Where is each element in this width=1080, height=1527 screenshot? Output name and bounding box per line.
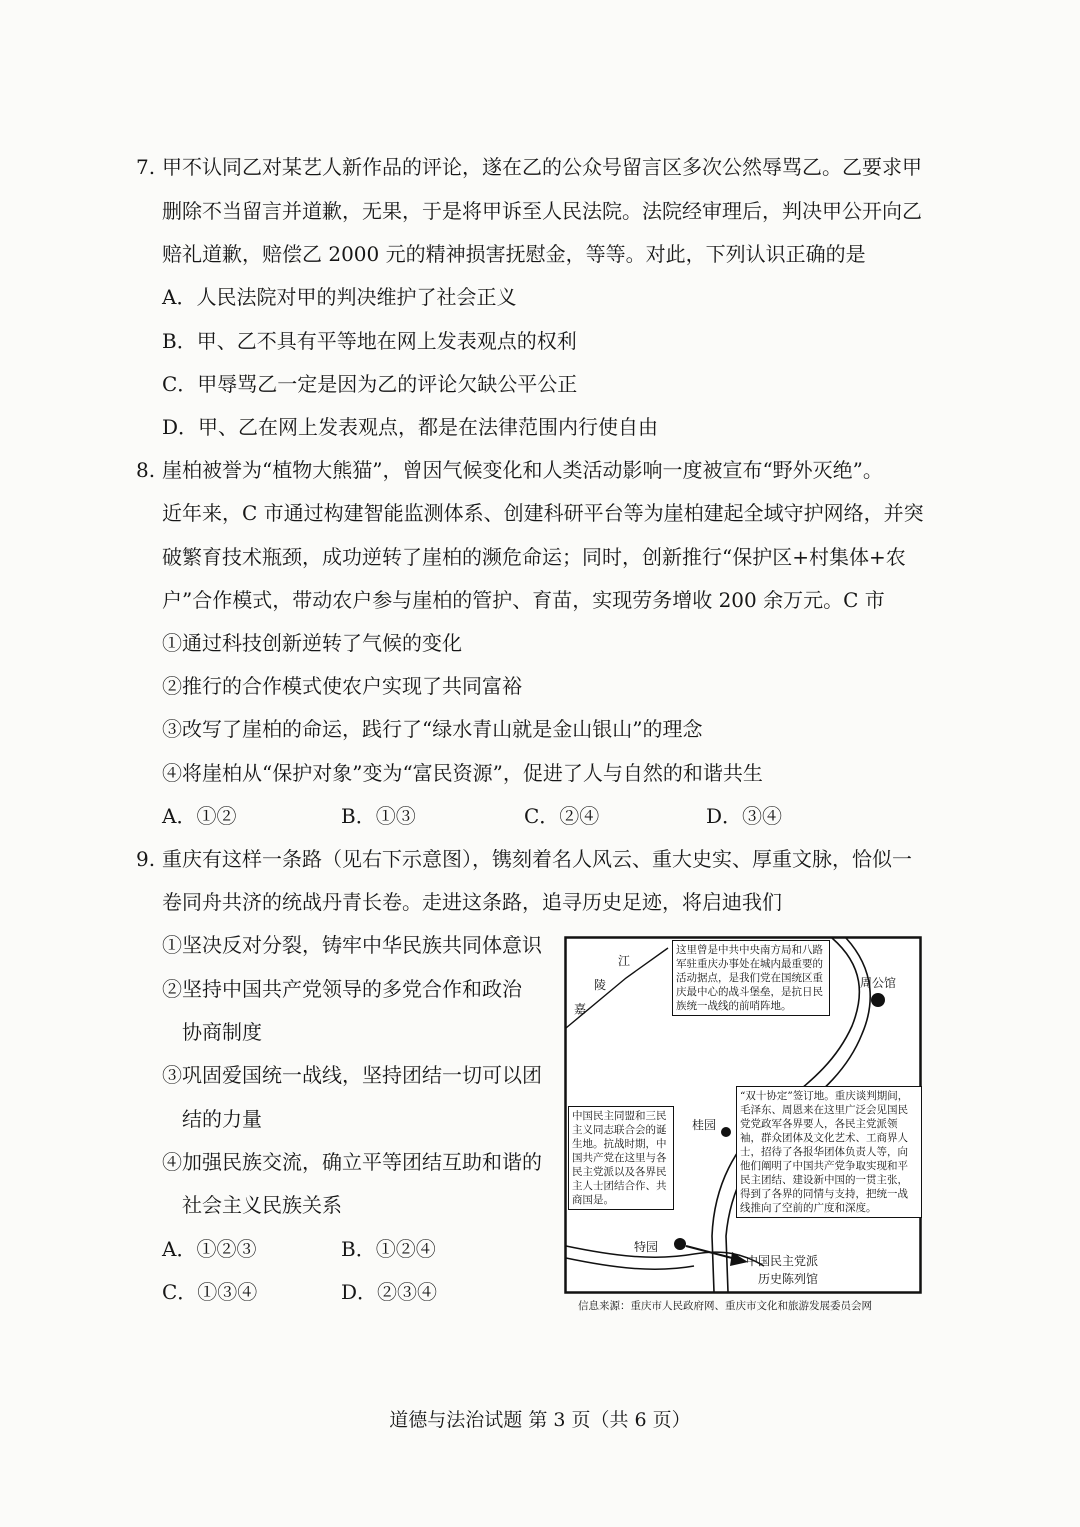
question-number: 7. <box>136 155 156 179</box>
question-stem-line: 赔礼道歉，赔偿乙 2000 元的精神损害抚慰金，等等。对此，下列认识正确的是 <box>162 242 866 266</box>
map-road-char: 江 <box>618 954 631 968</box>
choice-d: D．②③④ <box>341 1280 438 1304</box>
option-d: D．甲、乙在网上发表观点，都是在法律范围内行使自由 <box>162 415 659 439</box>
statement-item: ④加强民族交流，确立平等团结互助和谐的 <box>162 1150 542 1174</box>
question-stem-line: 重庆有这样一条路（见右下示意图），镌刻着名人风云、重大史实、厚重文脉，恰似一 <box>162 847 912 871</box>
choice-a: A．①② <box>162 804 237 828</box>
map-label-museum: 历史陈列馆 <box>758 1272 819 1286</box>
statement-item-continued: 结的力量 <box>182 1107 262 1131</box>
choice-a: A．①②③ <box>162 1237 257 1261</box>
question-stem-line: 破繁育技术瓶颈，成功逆转了崖柏的濒危命运；同时，创新推行“保护区+村集体+农 <box>162 545 906 569</box>
map-label-teyuan: 特园 <box>634 1240 659 1254</box>
map-label-guiyuan: 桂园 <box>692 1118 717 1132</box>
teyuan-marker <box>674 1238 686 1250</box>
choice-c: C．①③④ <box>162 1280 258 1304</box>
map-note-teyuan: 中国民主同盟和三民主义同志联合会的诞生地。抗战时期，中国共产党在这里与各民主党派以及各界民主人士团结合作、共商国是。 <box>568 1106 674 1210</box>
statement-item: ③改写了崖柏的命运，践行了“绿水青山就是金山银山”的理念 <box>162 717 703 741</box>
choice-c: C．②④ <box>524 804 600 828</box>
map-source: 信息来源：重庆市人民政府网、重庆市文化和旅游发展委员会网 <box>578 1300 872 1312</box>
map-label-museum: 中国民主党派 <box>746 1254 819 1268</box>
map-note-guiyuan: “双十协定”签订地。重庆谈判期间，毛泽东、周恩来在这里广泛会见国民党党政军各界要人，各民主党派领袖，群众团体及文化艺术、工商界人士，招待了各报华团体负责人等，向他们阐明了中国共产党争取实现和平民主团结、建设新中国的一贯主张，得到了各界的同情与支持，把统一战线推向了空前的广度和深度。 <box>736 1086 922 1218</box>
road-schematic-map <box>564 936 922 1294</box>
statement-item-continued: 社会主义民族关系 <box>182 1193 342 1217</box>
question-stem-line: 近年来，C 市通过构建智能监测体系、创建科研平台等为崖柏建起全域守护网络，并突 <box>162 501 924 525</box>
choice-d: D．③④ <box>706 804 783 828</box>
question-stem-line: 甲不认同乙对某艺人新作品的评论，遂在乙的公众号留言区多次公然辱骂乙。乙要求甲 <box>162 155 922 179</box>
choice-b: B．①③ <box>341 804 416 828</box>
map-road-char: 嘉 <box>574 1002 587 1016</box>
choice-b: B．①②④ <box>341 1237 436 1261</box>
option-c: C．甲辱骂乙一定是因为乙的评论欠缺公平公正 <box>162 372 578 396</box>
statement-item: ①坚决反对分裂，铸牢中华民族共同体意识 <box>162 933 542 957</box>
guiyuan-marker <box>721 1127 731 1137</box>
statement-item-continued: 协商制度 <box>182 1020 262 1044</box>
question-number: 8. <box>136 458 156 482</box>
page-footer: 道德与法治试题 第 3 页（共 6 页） <box>389 1409 691 1431</box>
statement-item: ③巩固爱国统一战线，坚持团结一切可以团 <box>162 1063 542 1087</box>
statement-item: ①通过科技创新逆转了气候的变化 <box>162 631 462 655</box>
question-stem-line: 删除不当留言并道歉，无果，于是将甲诉至人民法院。法院经审理后，判决甲公开向乙 <box>162 199 922 223</box>
zhougongguan-marker <box>871 993 885 1007</box>
option-b: B．甲、乙不具有平等地在网上发表观点的权利 <box>162 329 577 353</box>
question-stem-line: 户”合作模式，带动农户参与崖柏的管护、育苗，实现劳务增收 200 余万元。C 市 <box>162 588 885 612</box>
option-a: A．人民法院对甲的判决维护了社会正义 <box>162 285 517 309</box>
map-label-zhougongguan: 周公馆 <box>860 976 897 990</box>
map-road-char: 陵 <box>594 978 607 992</box>
statement-item: ②推行的合作模式使农户实现了共同富裕 <box>162 674 522 698</box>
map-note-south-bureau: 这里曾是中共中央南方局和八路军驻重庆办事处在城内最重要的活动据点，是我们党在国统区重庆最中心的战斗堡垒，是抗日民族统一战线的前哨阵地。 <box>672 940 830 1016</box>
statement-item: ②坚持中国共产党领导的多党合作和政治 <box>162 977 522 1001</box>
statement-item: ④将崖柏从“保护对象”变为“富民资源”，促进了人与自然的和谐共生 <box>162 761 763 785</box>
question-number: 9. <box>136 847 156 871</box>
question-stem-line: 崖柏被誉为“植物大熊猫”，曾因气候变化和人类活动影响一度被宣布“野外灭绝”。 <box>162 458 883 482</box>
question-stem-line: 卷同舟共济的统战丹青长卷。走进这条路，追寻历史足迹，将启迪我们 <box>162 890 782 914</box>
